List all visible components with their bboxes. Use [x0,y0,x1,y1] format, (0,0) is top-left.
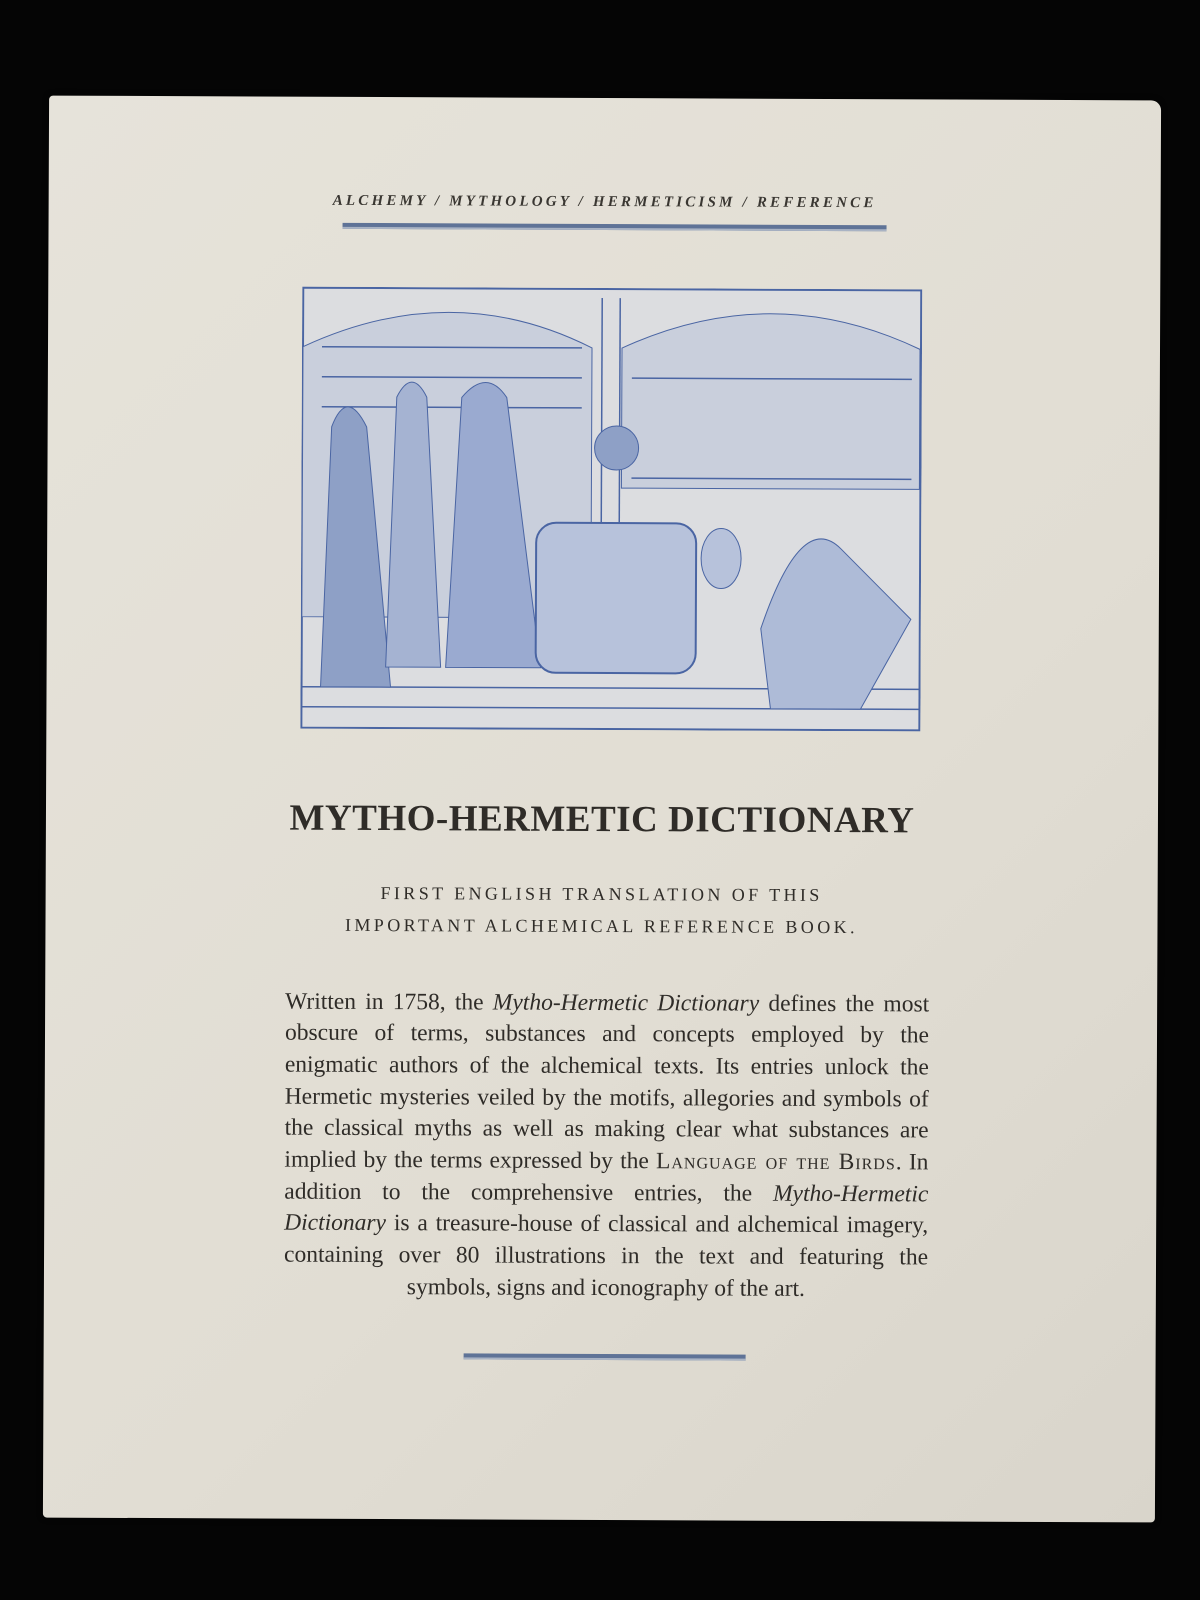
bottom-divider [464,1353,746,1360]
blurb-book-title: Mytho-Hermetic Dictionary [284,1180,929,1237]
book-back-cover [43,96,1161,1523]
tagline-line: FIRST ENGLISH TRANSLATION OF THIS [380,883,823,905]
top-divider [343,223,887,231]
tagline [45,876,1157,945]
description-paragraph [284,986,929,1306]
blurb-book-title: Mytho-Hermetic Dictionary [492,989,760,1017]
blurb-text: . In addition to the comprehensive entries, the [284,1149,929,1207]
tagline-line: IMPORTANT ALCHEMICAL REFERENCE BOOK. [344,914,858,938]
blurb-small-caps: Language of the Birds [655,1148,896,1176]
book-title: MYTHO-HERMETIC DICTIONARY [289,797,915,842]
blurb-text: is a treasure-house of classical and alchemical imagery, containing over 80 illustrations in the text and featuring the symbols, signs and iconography of the art. [283,1210,929,1302]
blurb-text: defines the most obscure of terms, substances and concepts employed by the enigmatic authors of the alchemical texts. Its entries unlock the Hermetic mysteries veiled by the motifs, allegories and symbols of the classical myths as well as making clear what substances are implied by the terms expressed by the [284,990,930,1175]
subject-categories: ALCHEMY / MYTHOLOGY / HERMETICISM / REFERENCE [332,192,877,212]
alchemist-workshop-engraving [300,287,922,732]
blurb-text: Written in 1758, the [285,988,493,1016]
